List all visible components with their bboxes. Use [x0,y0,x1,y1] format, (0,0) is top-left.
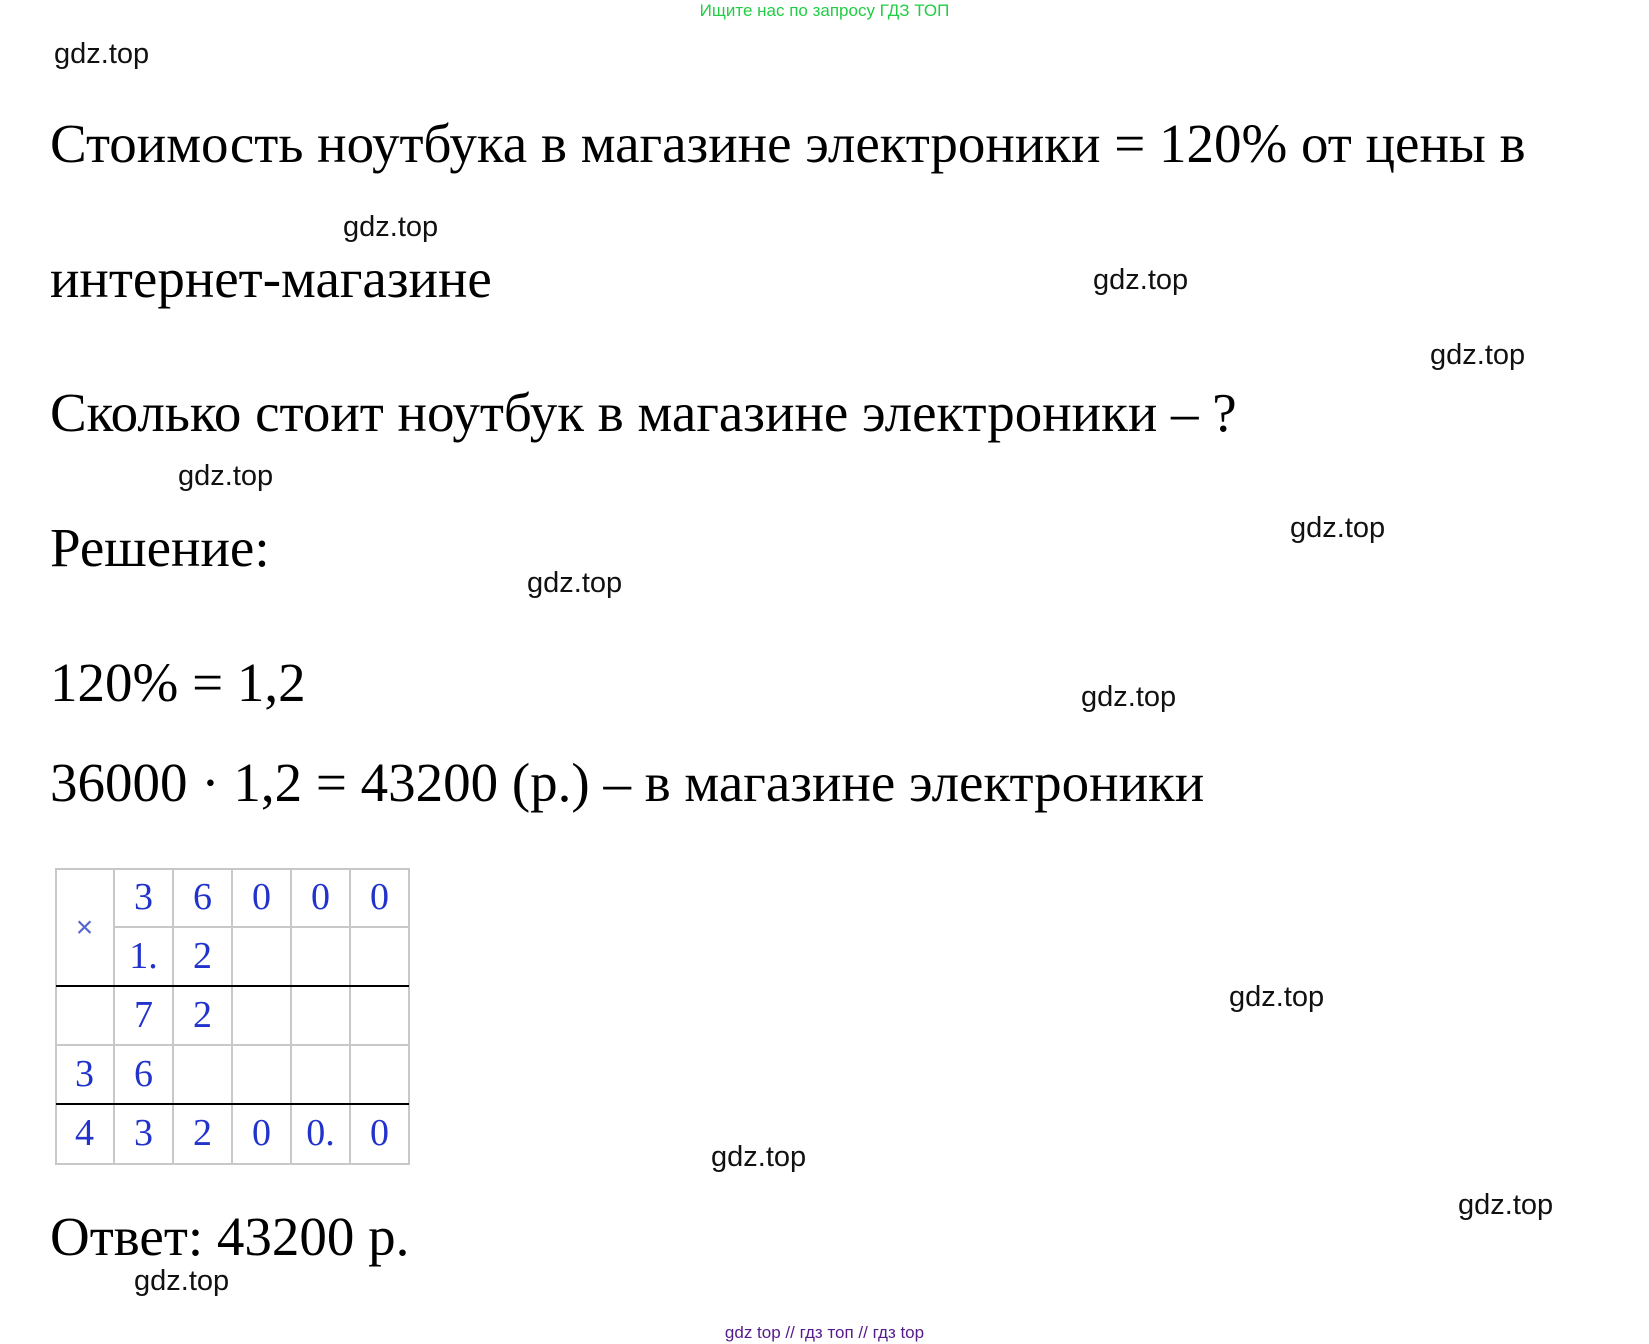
top-banner[interactable]: Ищите нас по запросу ГДЗ ТОП [699,1,950,20]
watermark: gdz.top [54,38,150,70]
watermark: gdz.top [1229,981,1325,1013]
calc-digit: 0 [252,1112,271,1154]
calc-digit: 2 [193,1112,212,1154]
calc-digit: 3 [75,1053,94,1095]
calc-digit: 0 [370,1112,389,1154]
calc-digit: 0 [252,876,271,918]
question-line: Сколько стоит ноутбук в магазине электроники – ? [50,382,1237,443]
problem-line-1: Стоимость ноутбука в магазине электроники = 120% от цены в [50,113,1526,174]
watermark: gdz.top [1290,512,1386,544]
calc-digit: 2 [193,935,212,977]
column-multiplication [55,868,410,1165]
watermark: gdz.top [527,567,623,599]
watermark: gdz.top [343,211,439,243]
problem-line-2: интернет-магазине [50,248,492,309]
calc-digit: 7 [134,994,153,1036]
calc-digit: 3 [134,876,153,918]
answer-line: Ответ: 43200 р. [50,1206,410,1267]
watermark: gdz.top [1458,1189,1554,1221]
calc-digit: 0. [306,1112,335,1154]
watermark: gdz.top [178,460,274,492]
calc-digit: 4 [75,1112,94,1154]
watermark: gdz.top [134,1265,230,1297]
watermark: gdz.top [711,1141,807,1173]
calc-digit: 3 [134,1112,153,1154]
solution-heading: Решение: [50,517,270,578]
footer-links[interactable]: gdz top // гдз топ // гдз top [724,1323,925,1342]
step-multiplication: 36000 · 1,2 = 43200 (р.) – в магазине электроники [50,752,1205,813]
calc-digit: 0 [311,876,330,918]
watermark: gdz.top [1430,339,1526,371]
calc-digit: 6 [134,1053,153,1095]
watermark: gdz.top [1093,264,1189,296]
calc-digit: 2 [193,994,212,1036]
watermark: gdz.top [1081,681,1177,713]
calc-digit: 6 [193,876,212,918]
multiply-operator: × [75,911,94,944]
calc-digit: 1. [129,935,158,977]
calc-digit: 0 [370,876,389,918]
step-percent-conversion: 120% = 1,2 [50,652,306,713]
